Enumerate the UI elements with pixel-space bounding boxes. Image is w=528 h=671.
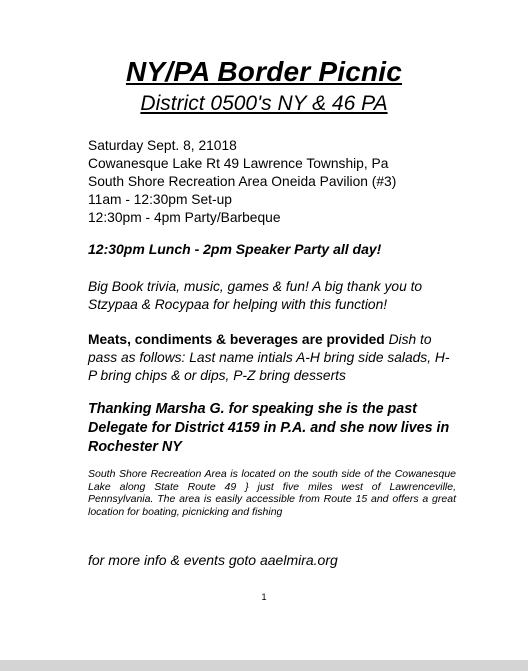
event-party-time: 12:30pm - 4pm Party/Barbeque (88, 210, 281, 225)
meats-paragraph (88, 331, 456, 385)
location-paragraph: South Shore Recreation Area is located on the south side of the Cowanesque Lake along State Route 49 } just five miles west of Lawrenceville, Pennsylvania. The area is easily accessible from Route 15 and offers a great location for boating, picnicking and fishing (88, 468, 456, 518)
event-location: Cowanesque Lake Rt 49 Lawrence Township, Pa (88, 156, 389, 171)
page-bottom-edge (0, 660, 528, 671)
meats-bold-text: Meats, condiments & beverages are provided (88, 332, 385, 347)
page-number: 1 (261, 592, 267, 602)
event-date: Saturday Sept. 8, 21018 (88, 138, 237, 153)
flyer-subtitle: District 0500's NY & 46 PA (140, 92, 388, 115)
trivia-paragraph: Big Book trivia, music, games & fun! A big thank you to Stzypaa & Rocypaa for helping with this function! (88, 279, 423, 312)
lunch-line: 12:30pm Lunch - 2pm Speaker Party all day! (88, 241, 382, 257)
flyer-title: NY/PA Border Picnic (125, 56, 403, 87)
event-info (88, 137, 456, 227)
more-info-line: for more info & events goto aaelmira.org (88, 552, 338, 568)
event-setup-time: 11am - 12:30pm Set-up (88, 192, 232, 207)
thanks-paragraph: Thanking Marsha G. for speaking she is the past Delegate for District 4159 in P.A. and she now lives in Rochester NY (88, 401, 450, 455)
event-pavilion: South Shore Recreation Area Oneida Pavilion (#3) (88, 174, 397, 189)
meats-rest-text: Dish to pass as follows: Last name intials A-H bring side salads, H-P bring chips & or dips, P-Z bring desserts (88, 332, 450, 383)
